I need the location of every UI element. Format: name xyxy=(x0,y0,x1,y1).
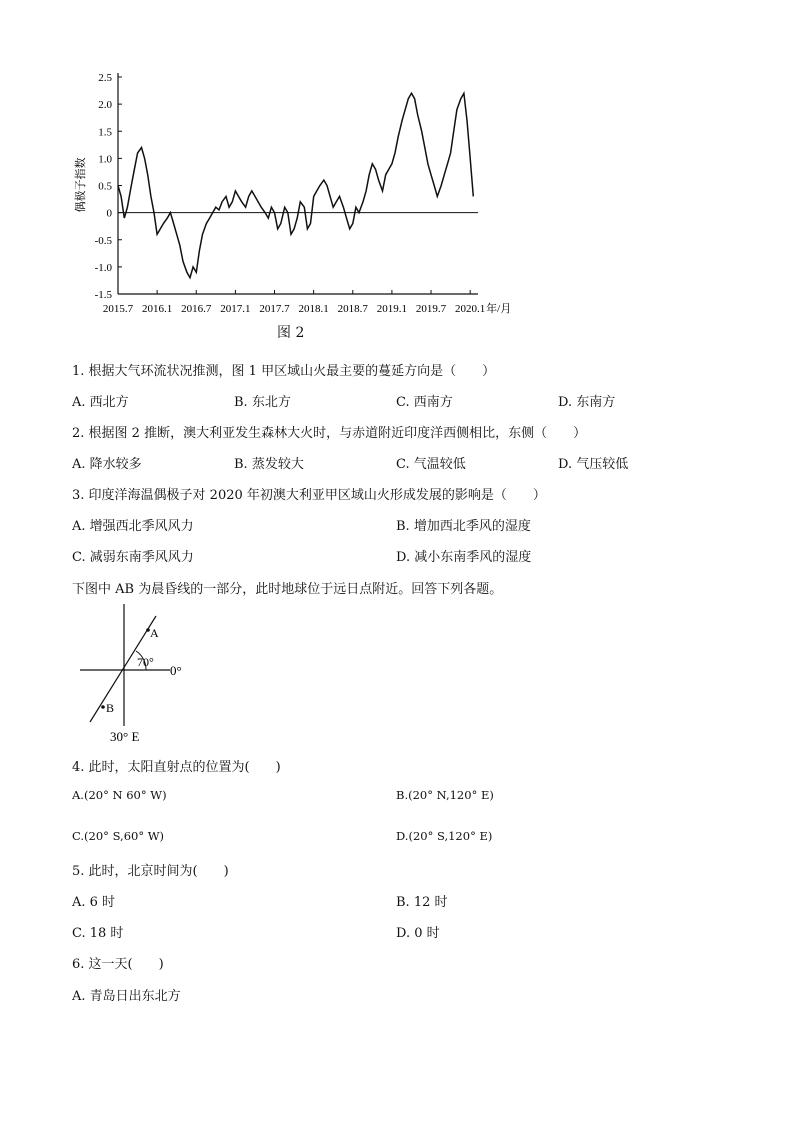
question-2-option-d: D. 气压较低 xyxy=(558,457,629,472)
y-tick-label: 1.5 xyxy=(98,126,112,139)
question-5-option-c: C. 18 时 xyxy=(72,926,124,941)
x-tick-label: 2015.7 xyxy=(102,303,134,315)
intro-text: 下图中 AB 为晨昏线的一部分，此时地球位于远日点附近。回答下列各题。 xyxy=(72,582,503,597)
question-1-option-c: C. 西南方 xyxy=(396,395,453,410)
y-tick-label: 0 xyxy=(106,207,112,220)
question-6-stem: 6. 这一天( ) xyxy=(72,957,164,972)
question-2-option-b: B. 蒸发较大 xyxy=(234,457,304,472)
question-2-stem: 2. 根据图 2 推断，澳大利亚发生森林大火时，与赤道附近印度洋西侧相比，东侧（ ） xyxy=(72,426,587,441)
x-tick-label: 2019.7 xyxy=(415,303,447,315)
y-tick-label: -1.5 xyxy=(94,289,112,301)
x-unit-label: 年/月 xyxy=(486,303,512,315)
figure-caption: 图 2 xyxy=(277,325,305,341)
question-3-option-b: B. 增加西北季风的湿度 xyxy=(396,519,531,534)
y-tick-label: 2.0 xyxy=(98,99,112,112)
question-4-option-c: C.(20° S,60° W) xyxy=(72,829,165,843)
y-tick-label: -1.0 xyxy=(94,261,112,274)
question-3-stem: 3. 印度洋海温偶极子对 2020 年初澳大利亚甲区域山火形成发展的影响是（ ） xyxy=(72,488,546,503)
terminator-diagram xyxy=(70,600,210,750)
question-1-option-b: B. 东北方 xyxy=(234,395,291,410)
question-3-option-c: C. 减弱东南季风风力 xyxy=(72,550,194,565)
point-a-label: A xyxy=(150,626,159,640)
x-tick-label: 2018.7 xyxy=(337,303,368,315)
y-tick-label: 2.5 xyxy=(98,72,112,84)
x-tick-label: 2016.1 xyxy=(142,303,173,315)
question-4-stem: 4. 此时，太阳直射点的位置为( ) xyxy=(72,760,281,775)
question-3-option-d: D. 减小东南季风的湿度 xyxy=(396,550,532,565)
angle-label: 70° xyxy=(137,655,154,669)
x-tick-label: 2020.1 xyxy=(455,303,486,315)
y-tick-label: 0.5 xyxy=(98,180,112,193)
x-tick-label: 2018.1 xyxy=(298,303,329,315)
x-tick-label: 2016.7 xyxy=(181,303,212,315)
question-1-option-a: A. 西北方 xyxy=(72,395,129,410)
question-5-option-d: D. 0 时 xyxy=(396,926,440,941)
question-5-option-b: B. 12 时 xyxy=(396,895,448,910)
question-4-option-b: B.(20° N,120° E) xyxy=(396,788,494,802)
meridian-label: 30° E xyxy=(110,729,140,744)
question-3-option-a: A. 增强西北季风风力 xyxy=(72,519,194,534)
y-tick-label: -0.5 xyxy=(94,234,112,247)
point-b-label: B xyxy=(106,701,115,715)
question-1-stem: 1. 根据大气环流状况推测，图 1 甲区域山火最主要的蔓延方向是（ ） xyxy=(72,364,496,379)
question-2-option-c: C. 气温较低 xyxy=(396,457,466,472)
point-b-dot xyxy=(101,705,105,709)
question-2-option-a: A. 降水较多 xyxy=(72,457,142,472)
dipole-index-chart xyxy=(0,0,794,350)
question-5-stem: 5. 此时，北京时间为( ) xyxy=(72,864,229,879)
x-tick-label: 2019.1 xyxy=(376,303,408,315)
question-4-option-a: A.(20° N 60° W) xyxy=(72,788,167,802)
x-tick-label: 2017.7 xyxy=(259,303,290,315)
question-1-option-d: D. 东南方 xyxy=(558,395,616,410)
equator-label: 0° xyxy=(170,663,182,678)
question-6-option-a: A. 青岛日出东北方 xyxy=(72,989,181,1004)
x-tick-label: 2017.1 xyxy=(220,303,251,315)
series-line xyxy=(118,93,473,277)
question-5-option-a: A. 6 时 xyxy=(72,895,116,910)
y-axis-label: 偶极子指数 xyxy=(75,157,87,213)
question-4-option-d: D.(20° S,120° E) xyxy=(396,829,493,843)
y-tick-label: 1.0 xyxy=(98,153,112,166)
